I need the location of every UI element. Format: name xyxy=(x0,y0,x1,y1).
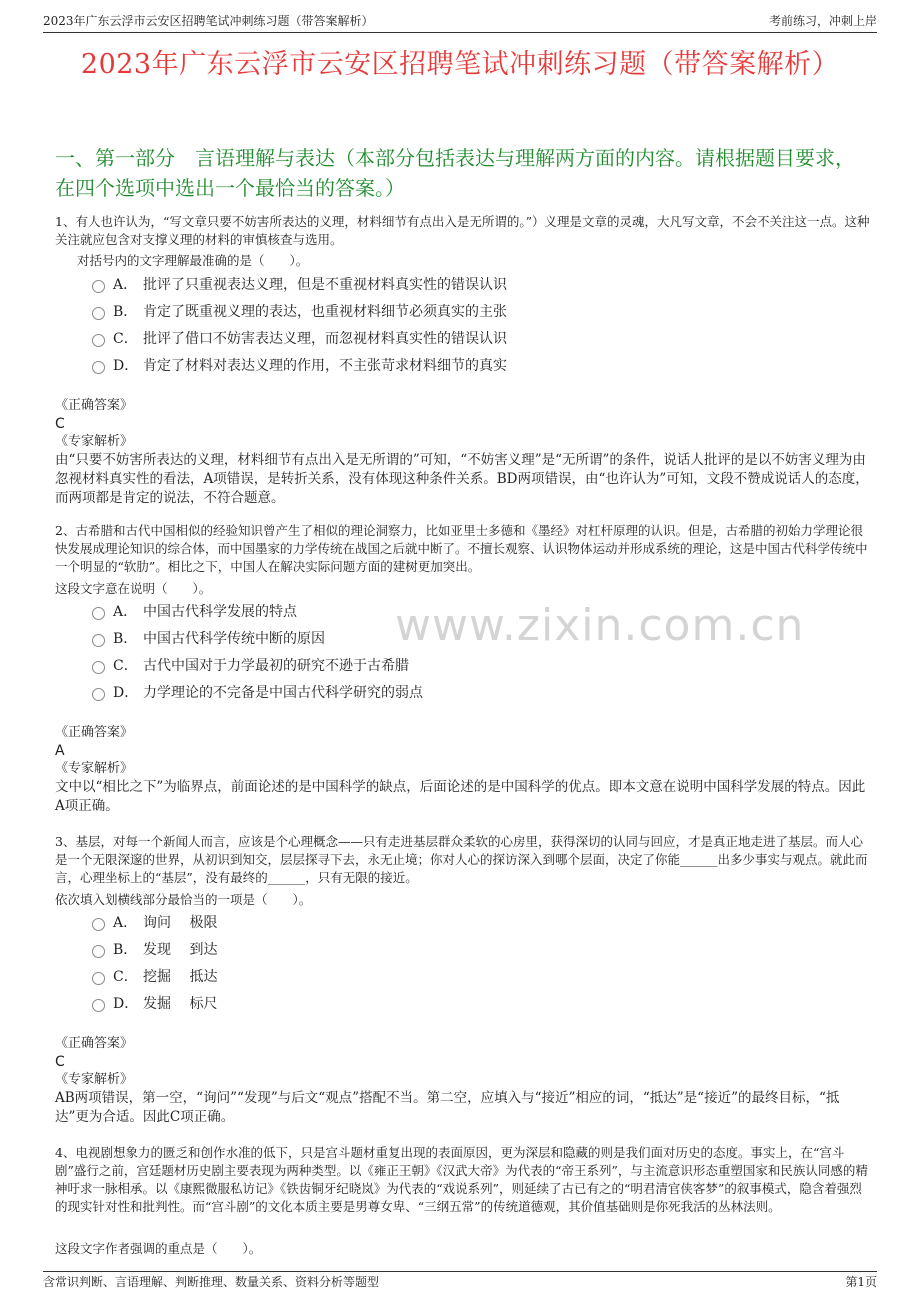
radio-icon[interactable] xyxy=(92,945,105,958)
question-1-option-b[interactable]: B． 肯定了既重视义理的表达，也重视材料细节必须真实的主张 xyxy=(92,297,507,324)
header-document-name: 2023年广东云浮市云安区招聘笔试冲刺练习题（带答案解析） xyxy=(43,14,374,28)
question-3-option-a[interactable]: A． 询问 极限 xyxy=(92,908,217,935)
question-1-option-a[interactable]: A． 批评了只重视表达义理，但是不重视材料真实性的错误认识 xyxy=(92,270,507,297)
question-1-prompt: 对括号内的文字理解最准确的是（ ）。 xyxy=(77,253,309,268)
analysis-label: 《专家解析》 xyxy=(55,1072,134,1087)
answer-value: C xyxy=(55,416,65,432)
answer-label: 《正确答案》 xyxy=(55,398,134,413)
question-4-prompt: 这段文字作者强调的重点是（ ）。 xyxy=(55,1241,262,1256)
question-2-text: 2、古希腊和古代中国相似的经验知识曾产生了相似的理论洞察力，比如亚里士多德和《墨经》对杠杆原理的认识。但是，古希腊的初始力学理论很快发展成理论知识的综合体，而中国墨家的力学传统在战国之后就中断了。不擅长观察、认识物体运动并形成系统的理论，这是中国古代科学传统中一个明显的“软肋”。相比之下，中国人在解决实际问题方面的建树更加突出。 xyxy=(55,523,868,574)
document-title: 2023年广东云浮市云安区招聘笔试冲刺练习题（带答案解析） xyxy=(80,49,840,80)
question-3-options xyxy=(92,908,217,1016)
radio-icon[interactable] xyxy=(92,661,105,674)
radio-icon[interactable] xyxy=(92,361,105,374)
question-3-text: 3、基层，对每一个新闻人而言，应该是个心理概念——只有走进基层群众柔软的心房里，获得深切的认同与回应，才是真正地走进了基层。而人心是一个无限深邃的世界，从初识到知交，层层探寻下去，永无止境；你对人心的探访深入到哪个层面，决定了你能______出多少事实与观点。就此而言，心理坐标上的“基层”，没有最终的______，只有无限的接近。 xyxy=(55,834,868,885)
question-1-answer-block xyxy=(55,397,870,508)
question-2-prompt: 这段文字意在说明（ ）。 xyxy=(55,581,212,596)
question-2-options xyxy=(92,597,423,705)
radio-icon[interactable] xyxy=(92,307,105,320)
analysis-text: 文中以“相比之下”为临界点，前面论述的是中国科学的缺点，后面论述的是中国科学的优点。即本文意在说明中国科学发展的特点。因此A项正确。 xyxy=(55,779,866,814)
analysis-text: AB两项错误，第一空，“询问”“发现”与后文“观点”搭配不当。第二空，应填入与“接近”相应的词，“抵达”是“接近”的最终目标，“抵达”更为合适。因此C项正确。 xyxy=(55,1090,840,1125)
question-3-answer-block xyxy=(55,1035,870,1127)
question-4-text: 4、电视剧想象力的匮乏和创作水准的低下，只是宫斗题材重复出现的表面原因，更为深层和隐藏的则是我们面对历史的态度。事实上，在“宫斗剧”盛行之前，宫廷题材历史剧主要表现为两种类型。以《雍正王朝》《汉武大帝》为代表的“帝王系列”，与主流意识形态重塑国家和民族认同感的精神吁求一脉相承。以《康熙微服私访记》《铁齿铜牙纪晓岚》为代表的“戏说系列”，则延续了古已有之的“明君清官侠客梦”的叙事模式，隐含着强烈的现实针对性和批判性。而“宫斗剧”的文化本质主要是男尊女卑、“三纲五常”的传统道德观，其价值基础则是你死我活的丛林法则。 xyxy=(55,1145,868,1214)
answer-label: 《正确答案》 xyxy=(55,725,134,740)
question-3-option-b[interactable]: B． 发现 到达 xyxy=(92,935,217,962)
answer-value: C xyxy=(55,1054,65,1070)
question-1-option-c[interactable]: C． 批评了借口不妨害表达义理，而忽视材料真实性的错误认识 xyxy=(92,324,507,351)
question-1-text: 1、有人也许认为，“写文章只要不妨害所表达的义理，材料细节有点出入是无所谓的。”）义理是文章的灵魂，大凡写文章，不会不关注这一点。这种关注就应包含对支撑义理的材料的审慎核查与选用。 xyxy=(55,214,870,247)
question-2-answer-block xyxy=(55,724,870,816)
radio-icon[interactable] xyxy=(92,999,105,1012)
footer-page-number: 第1页 xyxy=(845,1275,877,1289)
watermark: www.zixin.com.cn xyxy=(395,600,805,651)
question-1-options xyxy=(92,270,507,378)
radio-icon[interactable] xyxy=(92,688,105,701)
question-2-option-a[interactable]: A． 中国古代科学发展的特点 xyxy=(92,597,423,624)
radio-icon[interactable] xyxy=(92,918,105,931)
question-3-option-d[interactable]: D． 发掘 标尺 xyxy=(92,989,217,1016)
analysis-text: 由“只要不妨害所表达的义理，材料细节有点出入是无所谓的”可知，“不妨害义理”是“无所谓”的条件，说话人批评的是以不妨害义理为由忽视材料真实性的看法，A项错误，是转折关系，没有体现这种条件关系。BD两项错误，由“也许认为”可知，文段不赞成说话人的态度，而两项都是肯定的说法，不符合题意。 xyxy=(55,452,869,506)
analysis-label: 《专家解析》 xyxy=(55,434,134,449)
radio-icon[interactable] xyxy=(92,334,105,347)
radio-icon[interactable] xyxy=(92,280,105,293)
header-slogan: 考前练习，冲刺上岸 xyxy=(768,14,877,28)
footer-question-types: 含常识判断、言语理解、判断推理、数量关系、资料分析等题型 xyxy=(43,1275,380,1289)
radio-icon[interactable] xyxy=(92,972,105,985)
analysis-label: 《专家解析》 xyxy=(55,761,134,776)
page-header xyxy=(43,10,877,33)
answer-label: 《正确答案》 xyxy=(55,1036,134,1051)
radio-icon[interactable] xyxy=(92,634,105,647)
page-footer xyxy=(43,1271,877,1292)
question-2-option-d[interactable]: D． 力学理论的不完备是中国古代科学研究的弱点 xyxy=(92,678,423,705)
question-3-prompt: 依次填入划横线部分最恰当的一项是（ ）。 xyxy=(55,892,312,907)
question-2-option-b[interactable]: B． 中国古代科学传统中断的原因 xyxy=(92,624,423,651)
question-2-option-c[interactable]: C． 古代中国对于力学最初的研究不逊于古希腊 xyxy=(92,651,423,678)
answer-value: A xyxy=(55,743,65,759)
section-heading: 一、第一部分 言语理解与表达（本部分包括表达与理解两方面的内容。请根据题目要求，在四个选项中选出一个最恰当的答案。） xyxy=(55,146,855,200)
radio-icon[interactable] xyxy=(92,607,105,620)
question-1-option-d[interactable]: D． 肯定了材料对表达义理的作用，不主张苛求材料细节的真实 xyxy=(92,351,507,378)
question-3-option-c[interactable]: C． 挖掘 抵达 xyxy=(92,962,217,989)
